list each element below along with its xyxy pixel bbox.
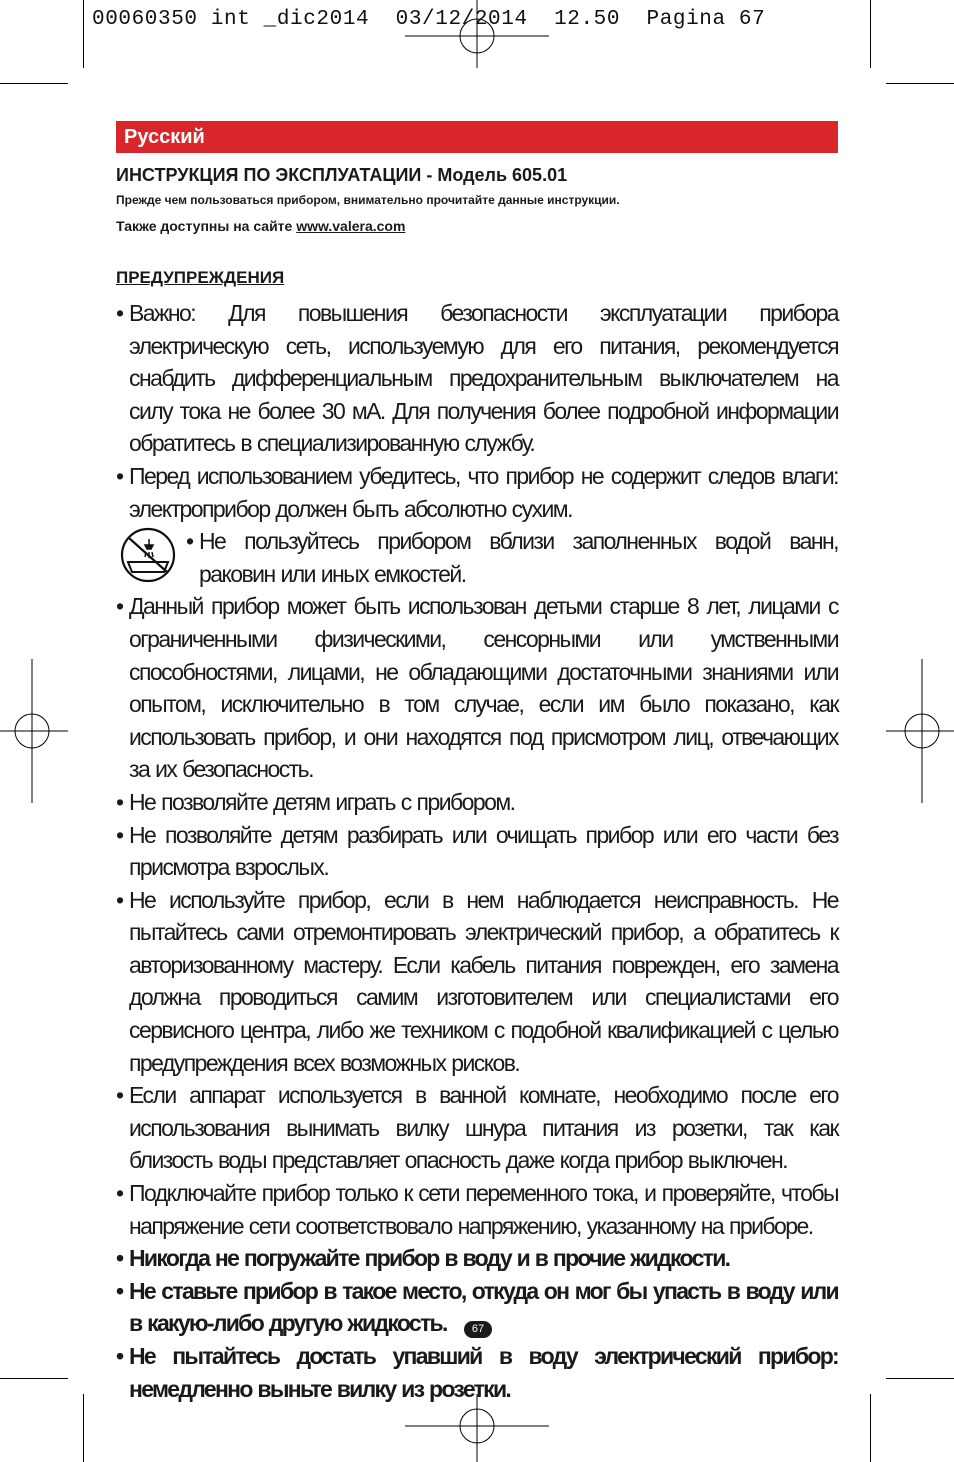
crop-mark-bottom-right-h <box>886 1378 954 1379</box>
bold-warning-item: • Никогда не погружайте прибор в воду и в прочие жидкости. <box>116 1242 838 1275</box>
registration-mark-icon <box>405 0 549 68</box>
crop-mark-bottom-left-h <box>0 1378 68 1379</box>
warning-item: • Не используйте прибор, если в нем наблюдается неисправность. Не пытайтесь сами отремонтировать электрический прибор, а обратитесь к авторизованному мастеру. Если кабель питания поврежден, его замена должна проводиться самим изготовителем или специалистами его сервисного центра, либо же техником с подобной квалификацией с целью предупреждения всех возможных рисков. <box>116 884 838 1080</box>
warning-item: • Если аппарат используется в ванной комнате, необходимо после его использования вынимать вилку шнура питания из розетки, так как близость воды представляет опасность даже когда прибор выключен. <box>116 1079 838 1177</box>
bold-warning-item: • Не пытайтесь достать упавший в воду электрический прибор: немедленно выньте вилку из розетки. <box>116 1340 838 1405</box>
warning-text: Не пользуйтесь прибором вблизи заполненных водой ванн, раковин или иных емкостей. <box>199 528 838 587</box>
warning-item: • Перед использованием убедитесь, что прибор не содержит следов влаги: электроприбор должен быть абсолютно сухим. <box>116 460 838 525</box>
crop-mark-top-left <box>83 0 84 68</box>
warning-item: • Не позволяйте детям играть с прибором. <box>116 786 838 819</box>
page-subtitle: Прежде чем пользоваться прибором, внимательно прочитайте данные инструкции. <box>116 193 620 207</box>
language-label: Русский <box>124 126 205 148</box>
page-number: 67 <box>464 1321 492 1338</box>
warning-item: • Важно: Для повышения безопасности эксплуатации прибора электрическую сеть, используемую для его питания, рекомендуется снабдить дифференциальным предохранительным выключателем на силу тока не более 30 мА. Для получения более подробной информации обратитесь в специализированную службу. <box>116 297 838 460</box>
bullet: • <box>186 528 193 555</box>
website-line <box>116 218 405 234</box>
language-bar <box>116 121 838 153</box>
page-title: ИНСТРУКЦИЯ ПО ЭКСПЛУАТАЦИИ - Модель 605.01 <box>116 165 568 185</box>
website-prefix: Также доступны на сайте <box>116 218 297 234</box>
crop-mark-bottom-left <box>83 1394 84 1462</box>
warning-item: • Не позволяйте детям разбирать или очищать прибор или его части без присмотра взрослых. <box>116 819 838 884</box>
warning-item: • Данный прибор может быть использован детьми старше 8 лет, лицами с ограниченными физическими, сенсорными или умственными способностями, лицами, не обладающими достаточными знаниями или опытом, исключительно в том случае, если им было показано, как использовать прибор, и они находятся под присмотром лиц, отвечающих за их безопасность. <box>116 590 838 786</box>
crop-mark-bottom-right <box>870 1394 871 1462</box>
warnings-heading: ПРЕДУПРЕЖДЕНИЯ <box>116 268 285 287</box>
registration-mark-icon <box>0 659 68 803</box>
registration-mark-icon <box>886 659 954 803</box>
website-link[interactable]: www.valera.com <box>296 218 406 234</box>
bold-warning-item: • Не ставьте прибор в такое место, откуда он мог бы упасть в воду или в какую-либо другую жидкость. <box>116 1275 838 1340</box>
warning-item: • Подключайте прибор только к сети переменного тока, и проверяйте, чтобы напряжение сети соответствовало напряжению, указанному на приборе. <box>116 1177 838 1242</box>
crop-mark-top-right-h <box>886 83 954 84</box>
warning-item-with-icon <box>116 525 838 590</box>
warnings-list <box>116 297 838 1405</box>
no-water-bathtub-icon <box>118 527 178 583</box>
crop-mark-top-right <box>870 0 871 68</box>
print-slug: 00060350 int _dic2014 03/12/2014 12.50 Pagina 67 <box>92 8 766 31</box>
crop-mark-top-left-h <box>0 83 68 84</box>
